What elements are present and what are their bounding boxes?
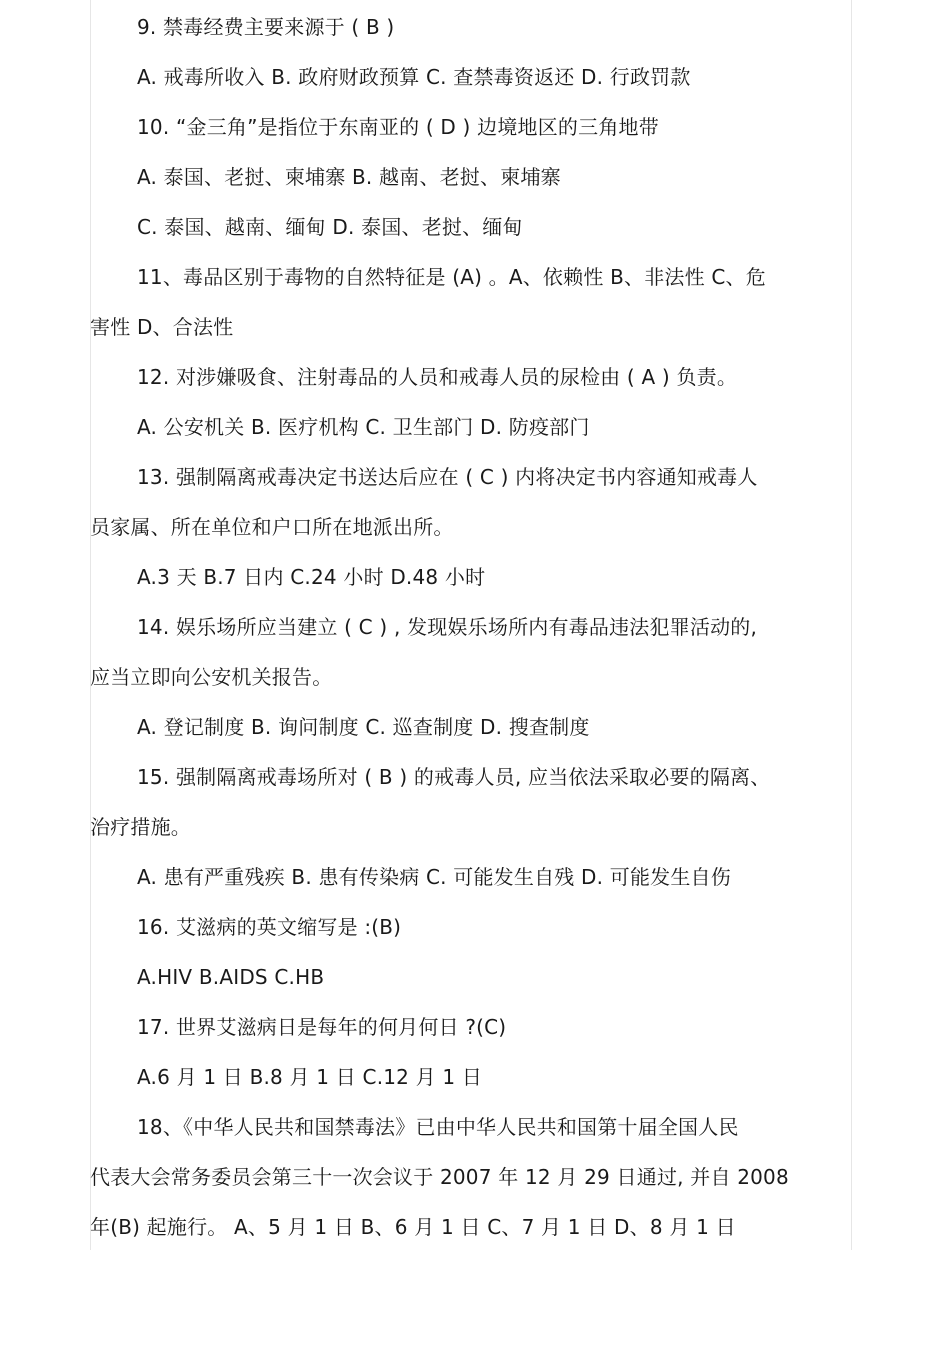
text-line: A. 公安机关 B. 医疗机构 C. 卫生部门 D. 防疫部门 (137, 415, 590, 439)
text-line: A. 患有严重残疾 B. 患有传染病 C. 可能发生自残 D. 可能发生自伤 (137, 865, 731, 889)
text-line: 12. 对涉嫌吸食、注射毒品的人员和戒毒人员的尿检由 ( A ) 负责。 (137, 365, 738, 389)
text-line: A.3 天 B.7 日内 C.24 小时 D.48 小时 (137, 565, 486, 589)
text-line: 年(B) 起施行。 A、5 月 1 日 B、6 月 1 日 C、7 月 1 日 D、8 月 1 日 (90, 1215, 736, 1239)
text-line: 9. 禁毒经费主要来源于 ( B ) (137, 15, 395, 39)
document-body (90, 2, 852, 1252)
text-line: 害性 D、合法性 (90, 315, 234, 339)
text-line: 代表大会常务委员会第三十一次会议于 2007 年 12 月 29 日通过, 并自 2008 (90, 1165, 789, 1189)
text-line: A.6 月 1 日 B.8 月 1 日 C.12 月 1 日 (137, 1065, 483, 1089)
text-line: 15. 强制隔离戒毒场所对 ( B ) 的戒毒人员, 应当依法采取必要的隔离、 (137, 765, 771, 789)
text-line: 应当立即向公安机关报告。 (90, 665, 333, 689)
text-line: 11、毒品区别于毒物的自然特征是 (A) 。A、依赖性 B、非法性 C、危 (137, 265, 766, 289)
text-line: A. 戒毒所收入 B. 政府财政预算 C. 查禁毒资返还 D. 行政罚款 (137, 65, 691, 89)
text-line: 14. 娱乐场所应当建立 ( C ) , 发现娱乐场所内有毒品违法犯罪活动的, (137, 615, 758, 639)
text-line: A.HIV B.AIDS C.HB (137, 965, 325, 989)
text-line: 16. 艾滋病的英文缩写是 :(B) (137, 915, 402, 939)
text-line: C. 泰国、越南、缅甸 D. 泰国、老挝、缅甸 (137, 215, 523, 239)
text-line: 员家属、所在单位和户口所在地派出所。 (90, 515, 454, 539)
text-line: A. 登记制度 B. 询问制度 C. 巡查制度 D. 搜查制度 (137, 715, 590, 739)
text-line: 10. “金三角”是指位于东南亚的 ( D ) 边境地区的三角地带 (137, 115, 659, 139)
text-line: A. 泰国、老挝、柬埔寨 B. 越南、老挝、柬埔寨 (137, 165, 561, 189)
text-line: 18、《中华人民共和国禁毒法》已由中华人民共和国第十届全国人民 (137, 1115, 739, 1139)
text-line: 13. 强制隔离戒毒决定书送达后应在 ( C ) 内将决定书内容通知戒毒人 (137, 465, 758, 489)
text-line: 17. 世界艾滋病日是每年的何月何日 ?(C) (137, 1015, 507, 1039)
text-line: 治疗措施。 (90, 815, 191, 839)
